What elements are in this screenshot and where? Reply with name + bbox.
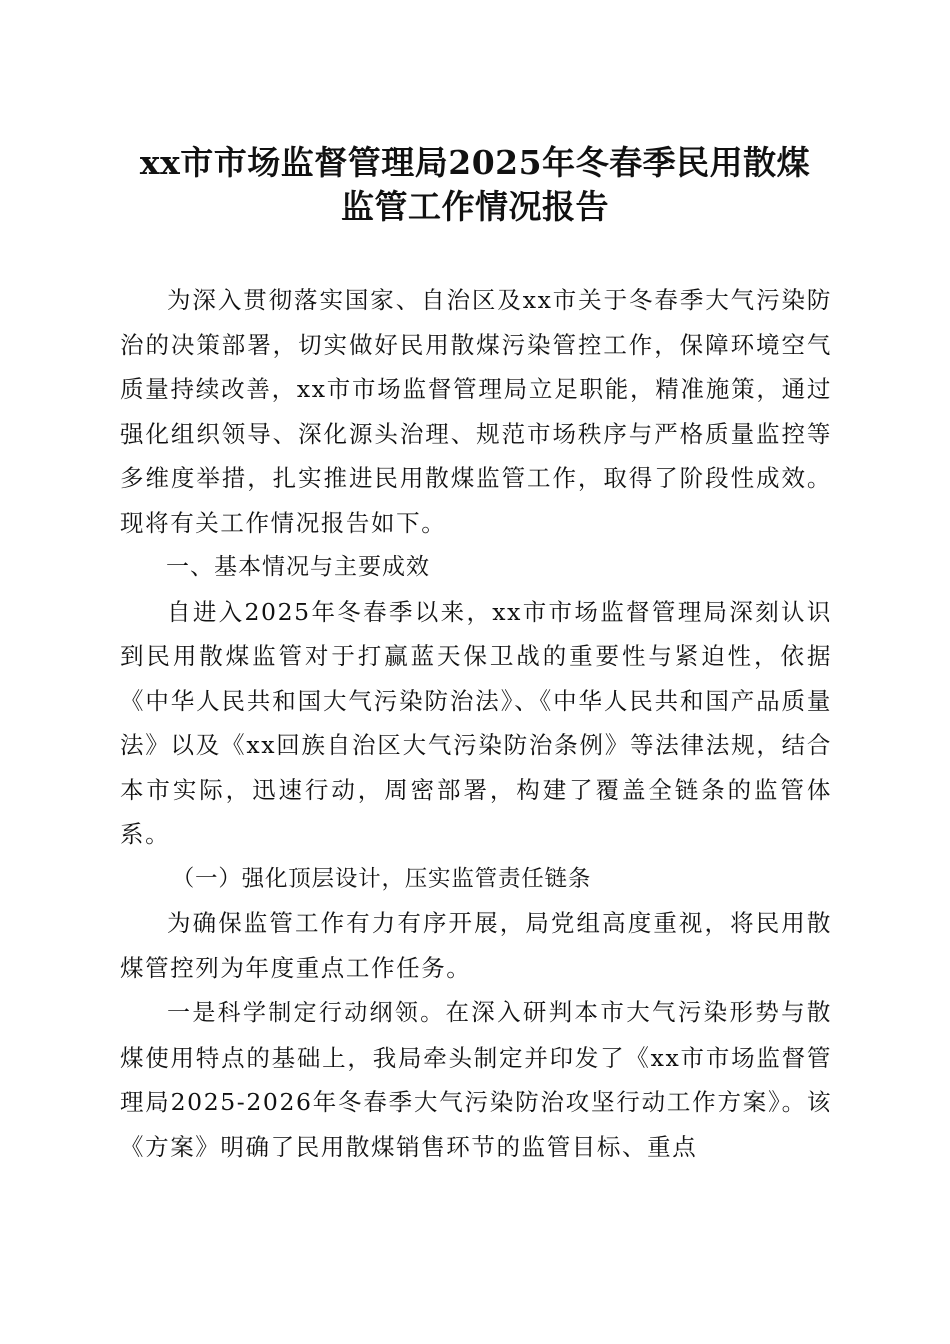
- document-title-line-2: 监管工作情况报告: [341, 187, 609, 226]
- item-1-text: 在深入研判本市大气污染形势与散煤使用特点的基础上，我局牵头制定并印发了《xx市市场监督管理局2025-2026年冬春季大气污染防治攻坚行动工作方案》。该《方案》明确了民用散煤销售环节的监管目标、重点: [120, 998, 833, 1161]
- item-1-lead: 一是科学制定行动纲领。: [167, 1000, 446, 1026]
- intro-paragraph: 为深入贯彻落实国家、自治区及xx市关于冬春季大气污染防治的决策部署，切实做好民用散煤污染管控工作，保障环境空气质量持续改善，xx市市场监督管理局立足职能，精准施策，通过强化组织领导、深化源头治理、规范市场秩序与严格质量监控等多维度举措，扎实推进民用散煤监管工作，取得了阶段性成效。现将有关工作情况报告如下。: [120, 286, 832, 537]
- subsection-1-paragraph: 为确保监管工作有力有序开展，局党组高度重视，将民用散煤管控列为年度重点工作任务。: [120, 909, 832, 982]
- section-1-paragraph: 自进入2025年冬春季以来，xx市市场监督管理局深刻认识到民用散煤监管对于打赢蓝天保卫战的重要性与紧迫性，依据《中华人民共和国大气污染防治法》、《中华人民共和国产品质量法》以及《xx回族自治区大气污染防治条例》等法律法规，结合本市实际，迅速行动，周密部署，构建了覆盖全链条的监管体系。: [120, 597, 832, 848]
- section-heading-1: 一、基本情况与主要成效: [166, 554, 430, 580]
- subsection-heading-1: （一）强化顶层设计，压实监管责任链条: [171, 865, 592, 892]
- item-1-paragraph: [120, 990, 832, 1169]
- document-body: [120, 278, 832, 1169]
- document-title-line-1: xx市市场监督管理局2025年冬春季民用散煤: [139, 143, 811, 182]
